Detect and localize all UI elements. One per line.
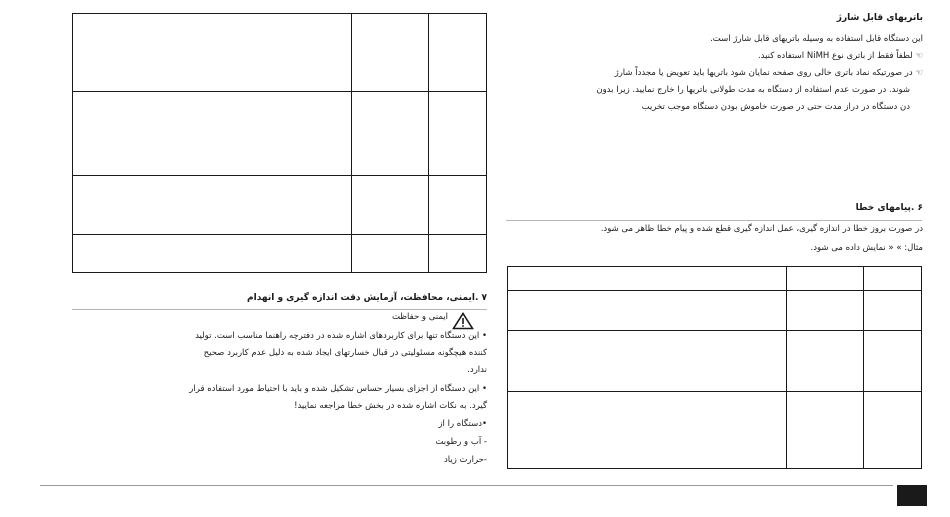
safety-item-2: - آب و رطوبت <box>435 437 487 447</box>
footer-rule <box>40 485 893 486</box>
table-cell <box>864 392 922 469</box>
table-cell <box>352 235 429 273</box>
table-cell <box>73 92 352 176</box>
table-cell <box>787 291 864 331</box>
table-cell <box>73 176 352 235</box>
battery-heading: باتریهای قابل شارژ <box>836 13 923 23</box>
table-cell <box>508 392 787 469</box>
safety-subheading: ایمنی و حفاظت <box>391 312 448 322</box>
table-cell <box>787 392 864 469</box>
table-row <box>73 14 487 92</box>
table-cell <box>864 291 922 331</box>
table-cell <box>73 235 352 273</box>
table-row <box>508 331 922 392</box>
table-cell <box>352 176 429 235</box>
table-row <box>508 392 922 469</box>
battery-bullet-2-line-3: دن دستگاه در دراز مدت حتی در صورت خاموش بودن دستگاه موجب تخریب <box>641 102 910 112</box>
table-cell <box>508 291 787 331</box>
table-cell <box>73 14 352 92</box>
battery-bullet-2-line-2: شوند. در صورت عدم استفاده از دستگاه به مدت طولانی باتریها را خارج نمایید. زیرا بدون <box>596 85 910 95</box>
battery-intro: این دستگاه قابل استفاده به وسیله باتریهای قابل شارژ است. <box>710 34 923 44</box>
errors-heading: ۶ .پیامهای خطا <box>855 203 923 213</box>
safety-p2-line-1: • این دستگاه از اجزای بسیار حساس تشکیل شده و باید با احتیاط مورد استفاده قرار <box>189 384 487 394</box>
battery-bullet-2: ☜ در صورتیکه نماد باتری خالی روی صفحه نمایان شود باتریها باید تعویض یا مجدداً شارژ <box>614 68 923 78</box>
safety-item-1: •دستگاه را از <box>438 419 487 429</box>
safety-p2-line-2: گیرد. به نکات اشاره شده در بخش خطا مراجعه نمایید! <box>294 401 487 411</box>
table-cell <box>864 267 922 291</box>
top-left-table <box>72 13 487 273</box>
table-cell <box>508 267 787 291</box>
table-cell <box>429 92 487 176</box>
battery-bullet-1: ☜ لطفاً فقط از باتری نوع NiMH استفاده کنید. <box>757 51 923 61</box>
table-cell <box>429 14 487 92</box>
table-cell <box>864 331 922 392</box>
error-table <box>507 266 922 469</box>
table-cell <box>508 331 787 392</box>
safety-item-3: -حرارت زیاد <box>443 455 487 465</box>
page-tab <box>897 485 927 506</box>
table-row <box>508 291 922 331</box>
safety-heading: ۷ .ایمنی، محافظت، آزمایش دقت اندازه گیری و انهدام <box>247 293 487 303</box>
table-cell <box>787 331 864 392</box>
table-cell <box>352 14 429 92</box>
table-cell <box>352 92 429 176</box>
table-row <box>508 267 922 291</box>
table-row <box>73 235 487 273</box>
table-cell <box>429 176 487 235</box>
errors-line-2: مثال: » « نمایش داده می شود. <box>810 243 923 253</box>
safety-p1-line-2: کننده هیچگونه مسئولیتی در قبال خسارتهای ایجاد شده به دلیل عدم کاربرد صحیح <box>203 348 487 358</box>
safety-p1-line-1: • این دستگاه تنها برای کاربردهای اشاره شده در دفترچه راهنما مناسب است. تولید <box>195 331 487 341</box>
pointing-hand-icon: ☜ <box>915 68 923 78</box>
table-row <box>73 176 487 235</box>
safety-p1-line-3: ندارد. <box>467 365 487 375</box>
table-cell <box>429 235 487 273</box>
pointing-hand-icon: ☜ <box>915 51 923 61</box>
table-cell <box>787 267 864 291</box>
table-row <box>73 92 487 176</box>
errors-line-1: در صورت بروز خطا در اندازه گیری، عمل اندازه گیری قطع شده و پیام خطا ظاهر می شود. <box>600 224 923 234</box>
